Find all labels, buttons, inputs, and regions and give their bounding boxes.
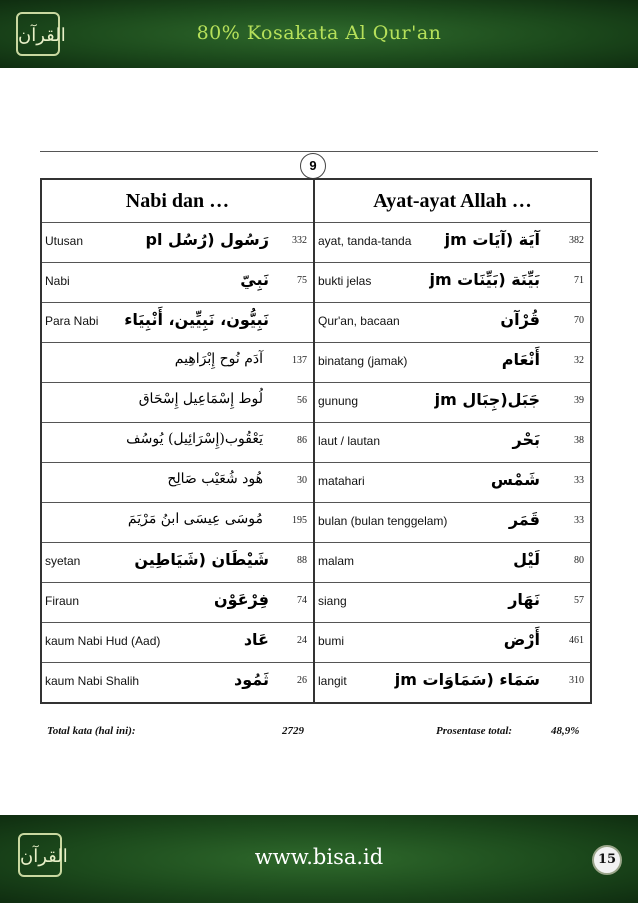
frequency-count: 75	[296, 275, 307, 286]
indonesian-meaning: laut / lautan	[317, 434, 381, 448]
arabic-word: أَرْض	[503, 630, 540, 649]
right-cell	[314, 463, 591, 503]
right-cell	[314, 223, 591, 263]
frequency-count: 38	[574, 435, 584, 446]
indonesian-meaning: siang	[317, 594, 347, 608]
arabic-word: بَحْر	[512, 430, 540, 449]
right-cell	[314, 543, 591, 583]
arabic-word: فِرْعَوْن	[213, 590, 269, 609]
arabic-word: مُوسَى عِيسَى ابنُ مَرْيَمَ	[127, 511, 263, 527]
right-cell	[314, 383, 591, 423]
indonesian-meaning: syetan	[45, 554, 81, 568]
indonesian-meaning: malam	[317, 554, 354, 568]
arabic-word: شَمْس	[490, 470, 540, 489]
indonesian-meaning: langit	[317, 674, 347, 688]
table-row	[41, 223, 591, 263]
arabic-word: نَبِيُّون، نَبِيِّين، أَنْبِيَاء	[124, 310, 269, 329]
frequency-count: 332	[291, 235, 307, 246]
frequency-count: 80	[574, 555, 584, 566]
frequency-count: 461	[569, 635, 584, 646]
frequency-count: 30	[296, 475, 307, 486]
logo-text: القرآن	[20, 846, 68, 867]
left-cell	[41, 543, 314, 583]
left-column-header: Nabi dan …	[41, 179, 314, 223]
left-cell	[41, 303, 314, 343]
arabic-word: عَاد	[243, 630, 269, 649]
indonesian-meaning: Utusan	[45, 234, 84, 248]
table-row	[41, 423, 591, 463]
table-row	[41, 303, 591, 343]
arabic-word: لُوط إِسْمَاعِيل إِسْحَاق	[138, 391, 263, 407]
frequency-count: 195	[291, 515, 307, 526]
table-row	[41, 503, 591, 543]
arabic-word: قُرْآن	[500, 310, 540, 329]
left-cell	[41, 463, 314, 503]
frequency-count: 310	[569, 675, 584, 686]
page-title: 80% Kosakata Al Qur'an	[196, 22, 442, 44]
left-cell	[41, 583, 314, 623]
arabic-word: لَيْل	[513, 550, 540, 569]
arabic-word: هُود شُعَيْب صَالِح	[167, 471, 263, 487]
indonesian-meaning: binatang (jamak)	[317, 354, 408, 368]
arabic-word: يَعْقُوب(إِسْرَائِيل) يُوسُف	[126, 431, 263, 447]
frequency-count: 32	[574, 355, 584, 366]
table-row	[41, 383, 591, 423]
arabic-word: شَيْطَان (شَيَاطِين	[134, 550, 269, 569]
frequency-count: 137	[291, 355, 307, 366]
arabic-word: سَمَاء (سَمَاوَات jm	[394, 670, 540, 689]
frequency-count: 382	[569, 235, 584, 246]
arabic-word: نَبِيّ	[240, 270, 269, 289]
right-cell	[314, 583, 591, 623]
right-column-header: Ayat-ayat Allah …	[314, 179, 591, 223]
table-row	[41, 663, 591, 704]
right-cell	[314, 503, 591, 543]
indonesian-meaning: Nabi	[45, 274, 70, 288]
total-label: Total kata (hal ini):	[47, 725, 136, 737]
indonesian-meaning: Firaun	[45, 594, 80, 608]
indonesian-meaning: bukti jelas	[317, 274, 372, 288]
frequency-count: 39	[574, 395, 584, 406]
frequency-count: 33	[574, 515, 584, 526]
indonesian-meaning: gunung	[317, 394, 359, 408]
frequency-count: 70	[574, 315, 584, 326]
indonesian-meaning: ayat, tanda-tanda	[317, 234, 412, 248]
left-cell	[41, 423, 314, 463]
percent-value: 48,9%	[551, 725, 580, 737]
indonesian-meaning: Qur'an, bacaan	[317, 314, 400, 328]
frequency-count: 56	[296, 395, 307, 406]
left-cell	[41, 623, 314, 663]
right-cell	[314, 623, 591, 663]
table-row	[41, 543, 591, 583]
table-row	[41, 623, 591, 663]
arabic-word: نَهَار	[508, 590, 540, 609]
indonesian-meaning: kaum Nabi Hud (Aad)	[45, 634, 161, 648]
divider	[40, 151, 598, 152]
frequency-count: 88	[296, 555, 307, 566]
logo-text: القرآن	[18, 25, 66, 46]
right-cell	[314, 303, 591, 343]
table-row	[41, 463, 591, 503]
vocabulary-table	[40, 178, 592, 704]
table-row	[41, 263, 591, 303]
arabic-word: أَنْعَام	[501, 350, 540, 369]
table-row	[41, 583, 591, 623]
left-cell	[41, 663, 314, 704]
left-cell	[41, 383, 314, 423]
frequency-count: 26	[296, 675, 307, 686]
arabic-word: ثَمُود	[234, 670, 269, 689]
arabic-word: جَبَل(جِبَال jm	[434, 390, 540, 409]
arabic-word: رَسُول (رُسُل pl	[145, 230, 269, 249]
left-cell	[41, 263, 314, 303]
website-url[interactable]: www.bisa.id	[254, 845, 384, 869]
indonesian-meaning: Para Nabi	[45, 314, 99, 328]
frequency-count: 71	[574, 275, 584, 286]
right-cell	[314, 343, 591, 383]
indonesian-meaning: bulan (bulan tenggelam)	[317, 514, 448, 528]
chapter-number-badge: 9	[300, 153, 326, 179]
left-cell	[41, 223, 314, 263]
left-cell	[41, 343, 314, 383]
arabic-word: بَيِّنَة (بَيِّنَات jm	[429, 270, 540, 289]
frequency-count: 33	[574, 475, 584, 486]
indonesian-meaning: matahari	[317, 474, 365, 488]
total-value: 2729	[282, 725, 304, 737]
indonesian-meaning: kaum Nabi Shalih	[45, 674, 140, 688]
table-row	[41, 343, 591, 383]
page-number: 15	[592, 845, 622, 875]
arabic-word: آيَة (آيَات jm	[444, 230, 540, 249]
arabic-word: قَمَر	[508, 510, 540, 529]
frequency-count: 24	[296, 635, 307, 646]
frequency-count: 74	[296, 595, 307, 606]
right-cell	[314, 423, 591, 463]
left-cell	[41, 503, 314, 543]
frequency-count: 57	[574, 595, 584, 606]
arabic-word: آدَم نُوح إِبْرَاهِيم	[174, 351, 263, 367]
indonesian-meaning: bumi	[317, 634, 344, 648]
percent-label: Prosentase total:	[436, 725, 513, 737]
right-cell	[314, 663, 591, 704]
right-cell	[314, 263, 591, 303]
frequency-count: 86	[296, 435, 307, 446]
